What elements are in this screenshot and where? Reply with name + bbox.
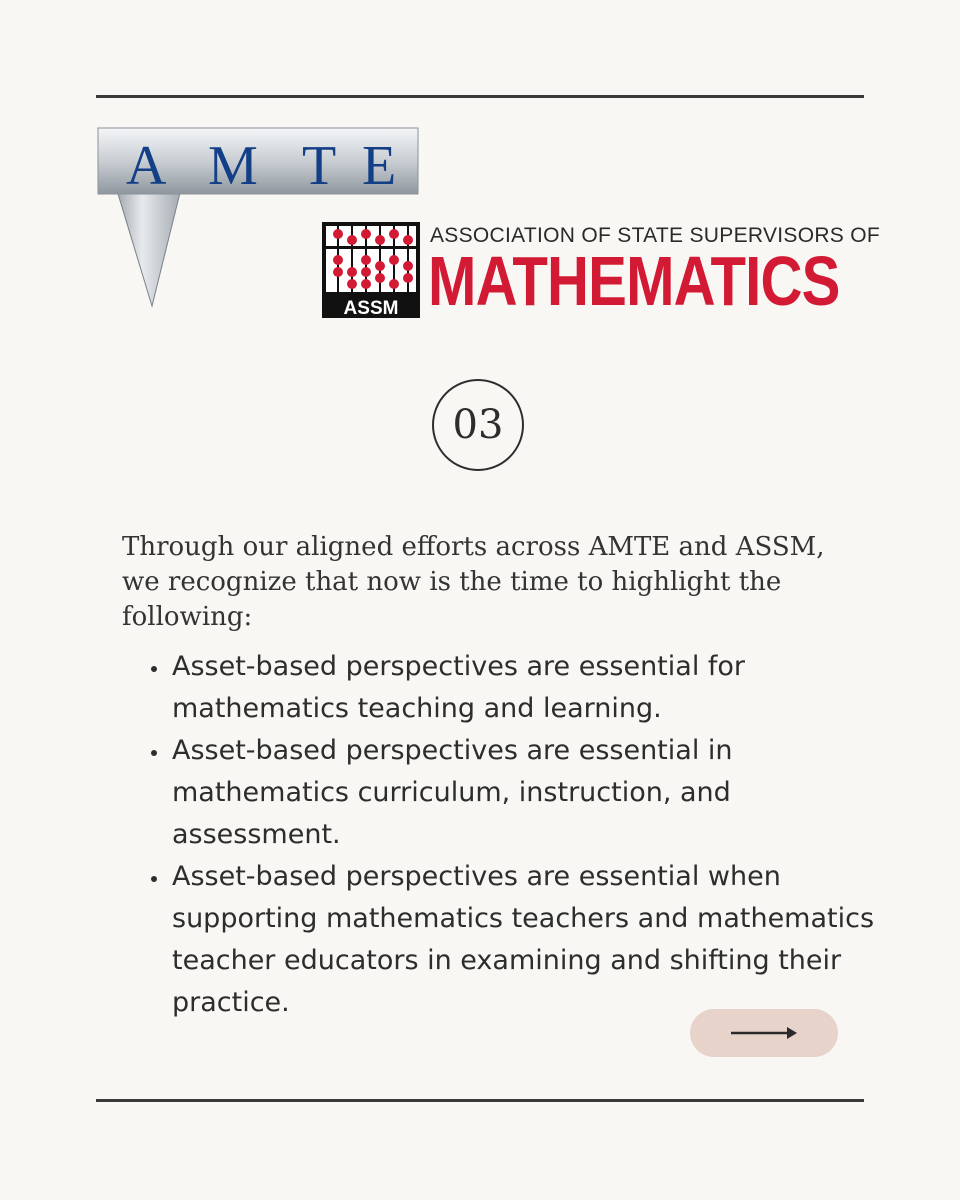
arrow-right-icon <box>729 1025 799 1041</box>
list-item: • Asset-based perspectives are essential when supporting mathematics teachers and mathematics teacher educators in examining and shifting their practice. <box>170 856 890 1024</box>
assm-mathematics-word: MATHEMATICS <box>428 242 840 320</box>
bottom-divider <box>96 1099 864 1102</box>
list-item: • Asset-based perspectives are essential for mathematics teaching and learning. <box>170 646 890 730</box>
amte-letter-m: M <box>208 135 258 197</box>
intro-text: Through our aligned efforts across AMTE and ASSM, we recognize that now is the time to highlight the following: <box>122 532 825 632</box>
highlights-list <box>122 646 890 1024</box>
amte-letter-a: A <box>126 135 167 197</box>
step-number: 03 <box>432 379 524 471</box>
list-item: • Asset-based perspectives are essential in mathematics curriculum, instruction, and assessment. <box>170 730 890 856</box>
abacus-icon <box>322 222 422 318</box>
assm-org-line: ASSOCIATION OF STATE SUPERVISORS OF <box>430 224 881 247</box>
amte-letter-t: T <box>302 135 337 197</box>
amte-letter-e: E <box>362 135 397 197</box>
assm-logo <box>322 222 881 320</box>
assm-badge-text: ASSM <box>343 298 399 318</box>
top-divider <box>96 95 864 98</box>
next-button[interactable] <box>690 1009 838 1057</box>
